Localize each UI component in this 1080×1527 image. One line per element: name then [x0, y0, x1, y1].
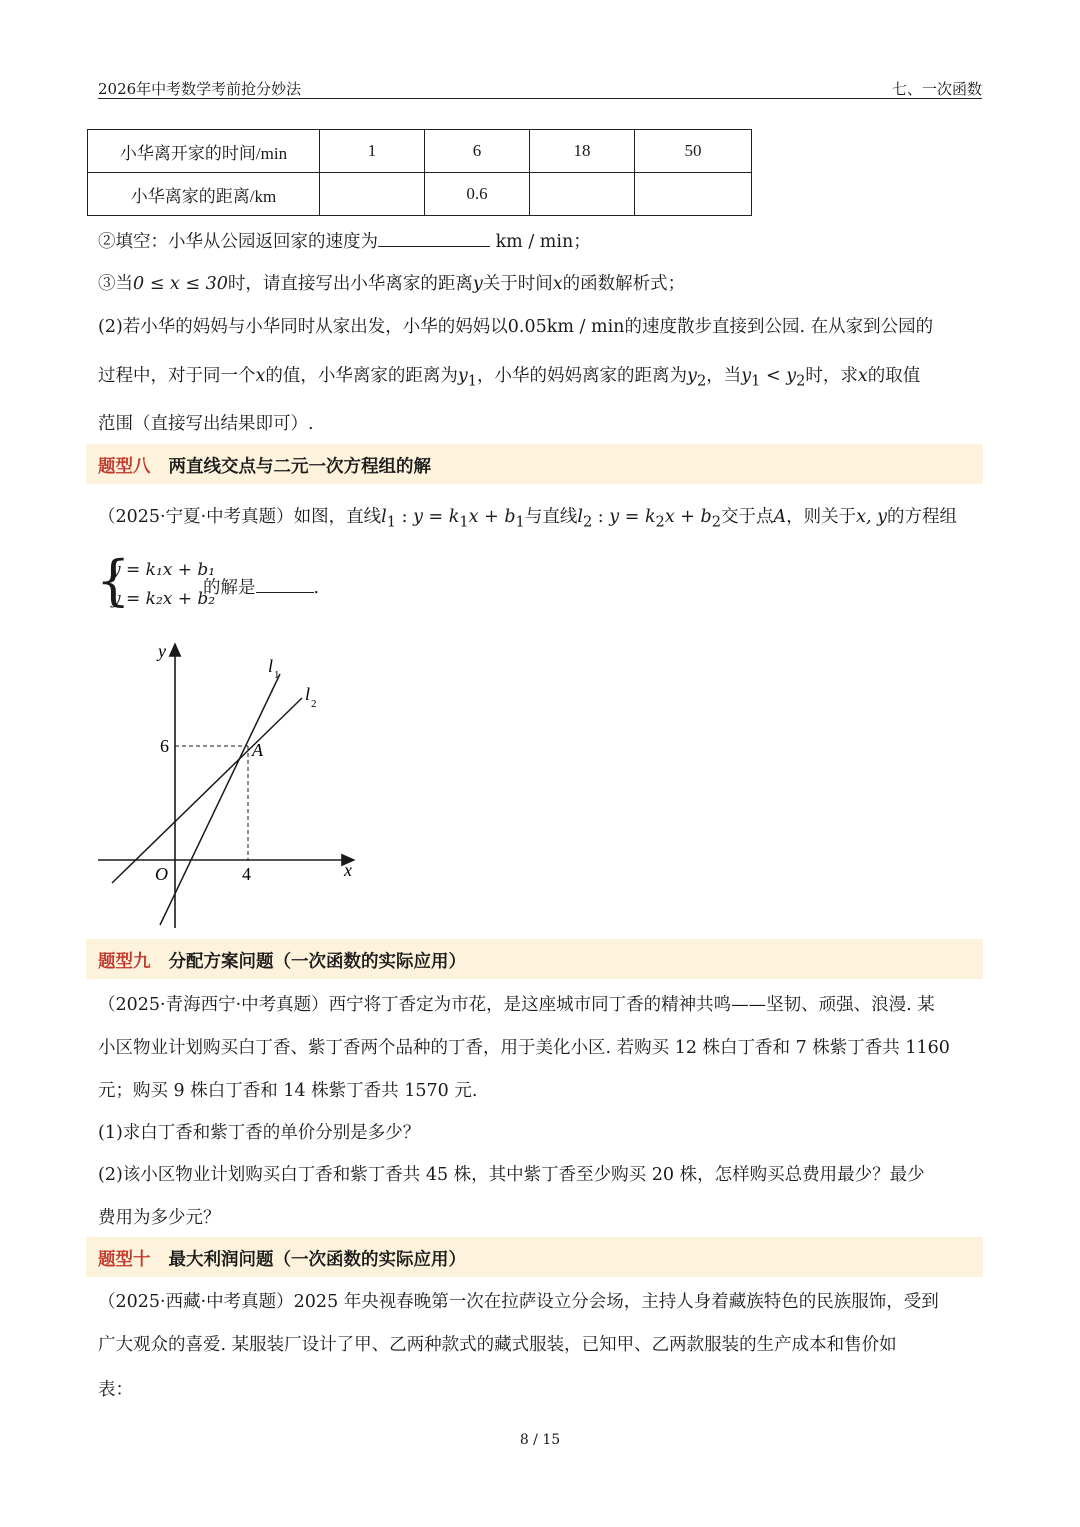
section-9-question-2a: (2)该小区物业计划购买白丁香和紫丁香共 45 株，其中紫丁香至少购买 20 株，怎样购买总费用最少？最少 — [98, 1165, 925, 1185]
table-cell: 50 — [635, 130, 752, 173]
section-9-heading — [98, 948, 466, 973]
table-cell: 1 — [320, 130, 425, 173]
section-9-question-2b: 费用为多少元？ — [98, 1208, 221, 1228]
q-text: 交于点 — [720, 507, 774, 527]
table-cell — [530, 173, 635, 216]
y-axis-label: y — [158, 641, 166, 661]
header-rule — [98, 98, 982, 99]
section-title: 两直线交点与二元一次方程组的解 — [168, 457, 431, 477]
section-9-para-2: 小区物业计划购买白丁香、紫丁香两个品种的丁香，用于美化小区. 若购买 12 株白丁香和 7 株紫丁香共 1160 — [98, 1038, 950, 1058]
part2-text: 的取值 — [867, 366, 921, 386]
part2-text: 的速度散步直接到公园. 在从家到公园的 — [624, 317, 934, 337]
table-row — [88, 173, 752, 216]
q-text: 的方程组 — [887, 507, 958, 527]
section-title: 最大利润问题（一次函数的实际应用） — [168, 1250, 466, 1270]
part2-text: ，小华的妈妈离家的距离为 — [477, 366, 688, 386]
q3-text: 关于时间 — [482, 274, 553, 294]
point-a-label: A — [252, 740, 263, 760]
section-8-heading — [98, 453, 431, 478]
system-tail-text: 的解是 — [203, 578, 256, 598]
q-text: （2025·宁夏·中考真题）如图，直线 — [98, 507, 382, 527]
section-10-para-1: （2025·西藏·中考真题）2025 年央视春晚第一次在拉萨设立分会场，主持人身着藏族特色的民族服饰，受到 — [98, 1292, 939, 1312]
line-l1-subscript: 1 — [274, 669, 280, 681]
section-9-question-1: (1)求白丁香和紫丁香的单价分别是多少？ — [98, 1123, 421, 1143]
q-text: ，则关于 — [786, 507, 857, 527]
tick-x-label: 4 — [242, 864, 251, 884]
section-label: 题型八 — [98, 457, 151, 477]
part2-text: 的值，小华离家的距离为 — [265, 366, 458, 386]
brace-icon: { — [96, 549, 131, 612]
coordinate-figure — [90, 630, 370, 930]
table-cell — [320, 173, 425, 216]
system-eq2: y = k₂x + b₂ — [111, 589, 216, 609]
system-tail — [203, 574, 319, 599]
q3-text: 的函数解析式； — [562, 274, 686, 294]
section-9-para-1: （2025·青海西宁·中考真题）西宁将丁香定为市花，是这座城市同丁香的精神共鸣——坚韧、顽强、浪漫. 某 — [98, 995, 935, 1015]
origin-label: O — [155, 864, 168, 884]
answer-blank — [256, 592, 314, 593]
question-2-fill — [98, 228, 591, 253]
section-title: 分配方案问题（一次函数的实际应用） — [168, 952, 466, 972]
table-row — [88, 130, 752, 173]
part-2-line2: 过程中，对于同一个x的值，小华离家的距离为$y_1$，小华的妈妈离家的距离为$y_2$，当$y_1 < y_2$时，求x的取值 — [98, 366, 921, 390]
line-l2-label: l — [305, 684, 311, 704]
page-number: 8 / 15 — [519, 1432, 561, 1448]
part-2-line3: 范围（直接写出结果即可）. — [98, 414, 314, 434]
system-eq1: y = k₁x + b₁ — [111, 560, 216, 580]
q3-condition: 0 ≤ x ≤ 30 — [133, 274, 228, 294]
section-label: 题型九 — [98, 952, 151, 972]
answer-blank — [378, 246, 490, 247]
line-l1 — [160, 674, 280, 925]
q2-text: ②填空：小华从公园返回家的速度为 — [98, 232, 378, 252]
q-text: 与直线 — [524, 507, 578, 527]
system-end: . — [313, 578, 320, 598]
table-cell: 小华离家的距离/km — [88, 173, 320, 216]
part2-speed: 0.05km / min — [507, 317, 625, 337]
line-l2 — [112, 698, 302, 883]
header-right: 七、一次函数 — [891, 80, 982, 98]
table-cell — [635, 173, 752, 216]
table-cell: 小华离开家的时间/min — [88, 130, 320, 173]
section-8-question: （2025·宁夏·中考真题）如图，直线$l_1$ : $y = k_1x + b_1$与直线$l_2$ : $y = k_2x + b_2$交于点A，则关于x, y的方程组 — [98, 507, 958, 531]
table-cell: 0.6 — [425, 173, 530, 216]
line-l2-subscript: 2 — [311, 698, 317, 710]
q3-text: ③当 — [98, 274, 133, 294]
part2-text: 过程中，对于同一个 — [98, 366, 256, 386]
section-label: 题型十 — [98, 1250, 151, 1270]
tick-y-label: 6 — [160, 736, 169, 756]
section-10-heading — [98, 1246, 466, 1271]
line-l1-label: l — [268, 656, 274, 676]
data-table — [87, 129, 752, 216]
q3-text: 时，请直接写出小华离家的距离 — [227, 274, 473, 294]
part2-text: 时，求 — [805, 366, 858, 386]
part2-text: (2)若小华的妈妈与小华同时从家出发，小华的妈妈以 — [98, 317, 508, 337]
part2-text: ，当 — [706, 366, 742, 386]
table-cell: 18 — [530, 130, 635, 173]
section-10-para-3: 表： — [98, 1380, 133, 1400]
table-cell: 6 — [425, 130, 530, 173]
x-axis-label: x — [344, 860, 352, 880]
section-9-para-3: 元；购买 9 株白丁香和 14 株紫丁香共 1570 元. — [98, 1081, 478, 1101]
question-3: ③当0 ≤ x ≤ 30时，请直接写出小华离家的距离y关于时间x的函数解析式； — [98, 274, 686, 294]
q2-unit: km / min； — [495, 232, 591, 252]
part-2-line1 — [98, 313, 933, 338]
section-10-para-2: 广大观众的喜爱. 某服装厂设计了甲、乙两种款式的藏式服装，已知甲、乙两款服装的生产成本和售价如 — [98, 1335, 897, 1355]
header-left: 2026年中考数学考前抢分妙法 — [98, 80, 302, 98]
